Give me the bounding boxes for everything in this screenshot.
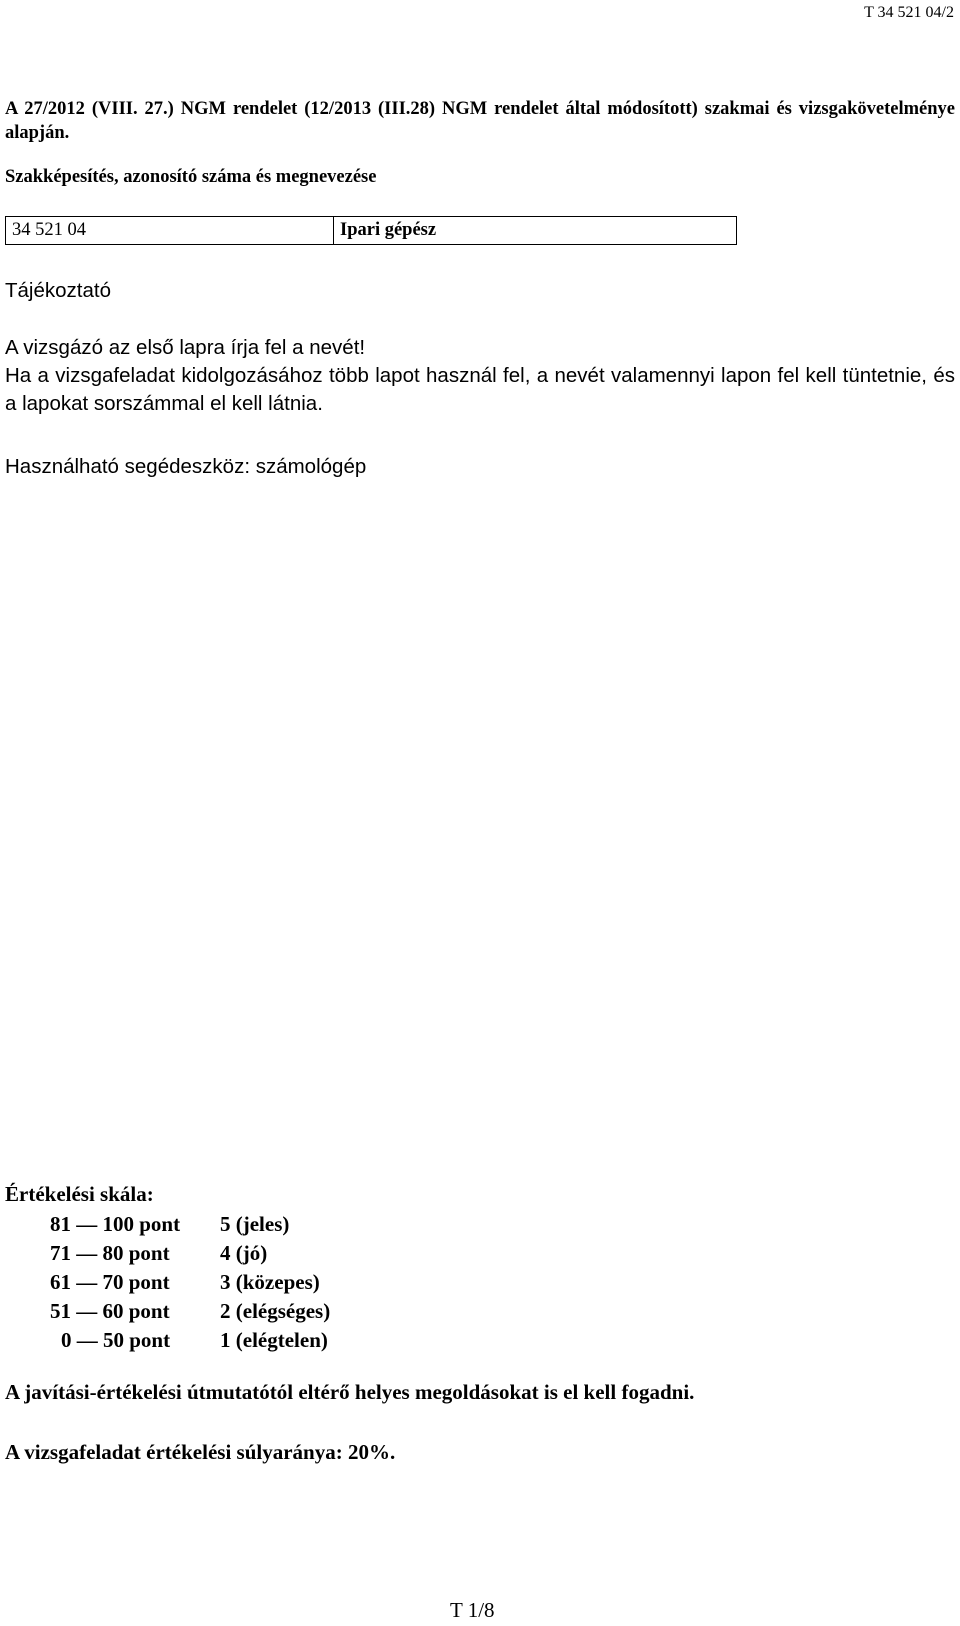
document-code: T 34 521 04/2 [864, 4, 954, 21]
grading-grade: 2 (elégséges) [220, 1299, 331, 1323]
grading-points: 81 — 100 pont [50, 1212, 181, 1236]
qualification-label: Szakképesítés, azonosító száma és megnevezése [5, 167, 377, 187]
info-title: Tájékoztató [5, 279, 111, 302]
grading-grade: 5 (jeles) [220, 1212, 290, 1236]
info-line-pages: Ha a vizsgafeladat kidolgozásához több lapot használ fel, a nevét valamennyi lapon fel kell tüntetnie, és a lapokat sorszámmal el kell látnia. [5, 364, 955, 415]
alternative-solutions-note: A javítási-értékelési útmutatótól eltérő helyes megoldásokat is el kell fogadni. [5, 1380, 695, 1404]
grading-grade: 4 (jó) [220, 1241, 268, 1265]
allowed-tools: Használható segédeszköz: számológép [5, 455, 367, 478]
grading-scale-row [50, 1268, 330, 1297]
grading-scale-row [50, 1297, 330, 1326]
grading-points: 71 — 80 pont [50, 1241, 170, 1265]
qualification-name: Ipari gépész [340, 220, 437, 240]
qualification-code: 34 521 04 [6, 217, 334, 244]
grading-scale [50, 1210, 330, 1355]
info-text [5, 334, 955, 418]
grading-scale-row [50, 1210, 330, 1239]
grading-points: 51 — 60 pont [50, 1299, 170, 1323]
grading-grade: 3 (közepes) [220, 1270, 320, 1294]
grading-scale-title: Értékelési skála: [5, 1182, 154, 1206]
grading-scale-row [50, 1239, 330, 1268]
weighting-note: A vizsgafeladat értékelési súlyaránya: 20%. [5, 1440, 396, 1464]
qualification-table [5, 216, 737, 245]
grading-grade: 1 (elégtelen) [220, 1328, 328, 1352]
grading-points: 0 — 50 pont [61, 1328, 171, 1352]
regulation-reference: A 27/2012 (VIII. 27.) NGM rendelet (12/2013 (III.28) NGM rendelet által módosított) szakmai és vizsgakövetelménye alapján. [5, 99, 955, 143]
grading-scale-row [50, 1326, 330, 1355]
info-line-name: A vizsgázó az első lapra írja fel a nevét! [5, 336, 366, 359]
grading-points: 61 — 70 pont [50, 1270, 170, 1294]
page-number: T 1/8 [450, 1598, 495, 1622]
